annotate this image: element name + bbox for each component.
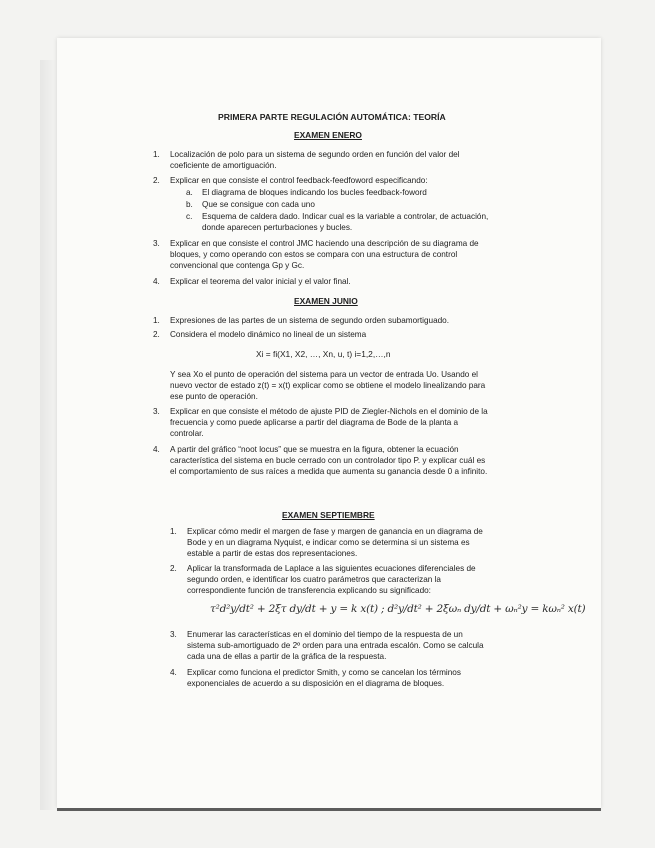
item-number: 3.	[153, 239, 160, 248]
item-text-line: convencional que contenga Gp y Gc.	[170, 261, 305, 270]
item-text-line: A partir del gráfico “noot locus” que se muestra en la figura, obtener la ecuación	[170, 445, 459, 454]
item-number: 4.	[153, 445, 160, 454]
item-text-line: característica del sistema en bucle cerrado con un controlador tipo P. y explicar cuál es	[170, 456, 486, 465]
item-number: 2.	[153, 176, 160, 185]
subitem-letter: b.	[186, 200, 193, 209]
item-text-line: coeficiente de amortiguación.	[170, 161, 277, 170]
item-text-line: segundo orden, e identificar los cuatro parámetros que caracterizan la	[187, 575, 441, 584]
item-text-line: Explicar el teorema del valor inicial y el valor final.	[170, 277, 351, 286]
item-number: 4.	[170, 668, 177, 677]
item-text-line: frecuencia y como puede aplicarse a partir del diagrama de Bode de la planta a	[170, 418, 459, 427]
item-text-line: bloques, y como operando con estos se compara con una estructura de control	[170, 250, 458, 259]
item-text-line: Y sea Xo el punto de operación del sistema para un vector de entrada Uo. Usando el	[170, 370, 478, 379]
item-text-line: estable a partir de estas dos representaciones.	[187, 549, 358, 558]
subitem-text-line: Que se consigue con cada uno	[202, 200, 315, 209]
item-text-line: el comportamiento de sus raíces a medida que aumenta su ganancia desde 0 a infinito.	[170, 467, 488, 476]
item-number: 3.	[153, 407, 160, 416]
section-heading-septiembre: EXAMEN SEPTIEMBRE	[282, 510, 375, 520]
item-number: 2.	[153, 330, 160, 339]
subitem-text-line: El diagrama de bloques indicando los bucles feedback-foword	[202, 188, 427, 197]
item-text-line: Explicar en que consiste el control feedback-feedfoword especificando:	[170, 176, 428, 185]
section-heading-enero: EXAMEN ENERO	[294, 130, 362, 140]
subitem-text-line: donde aparecen perturbaciones y bucles.	[202, 223, 353, 232]
item-number: 2.	[170, 564, 177, 573]
item-text-line: Considera el modelo dinámico no lineal de un sistema	[170, 330, 367, 339]
item-text-line: sistema sub-amortiguado de 2º orden para una entrada escalón. Como se calcula	[187, 641, 484, 650]
item-text-line: Explicar como funciona el predictor Smith, y como se cancelan los términos	[187, 668, 461, 677]
handwritten-equations: τ²d²y/dt² + 2ξτ dy/dt + y = k x(t) ; d²y/dt² + 2ξωₙ dy/dt + ωₙ²y = kωₙ² x(t)	[210, 603, 586, 615]
item-text-line: correspondiente función de transferencia explicando su significado:	[187, 586, 431, 595]
item-text-line: Aplicar la transformada de Laplace a las siguientes ecuaciones diferenciales de	[187, 564, 476, 573]
item-number: 1.	[153, 316, 160, 325]
item-text-line: Explicar en que consiste el control JMC haciendo una descripción de su diagrama de	[170, 239, 479, 248]
item-text-line: Explicar en que consiste el método de ajuste PID de Ziegler-Nichols en el dominio de la	[170, 407, 488, 416]
equation: Xi = fi(X1, X2, …, Xn, u, t) i=1,2,…,n	[256, 349, 391, 359]
item-text-line: Explicar cómo medir el margen de fase y margen de ganancia en un diagrama de	[187, 527, 483, 536]
item-number: 4.	[153, 277, 160, 286]
document-title: PRIMERA PARTE REGULACIÓN AUTOMÁTICA: TEORÍA	[218, 112, 446, 122]
item-text-line: Enumerar las características en el dominio del tiempo de la respuesta de un	[187, 630, 463, 639]
item-text-line: nuevo vector de estado z(t) = x(t) explicar como se obtiene el modelo linealizando para	[170, 381, 486, 390]
item-text-line: controlar.	[170, 429, 204, 438]
page-shadow	[40, 60, 57, 810]
item-text-line: Bode y en un diagrama Nyquist, e indicar como se determina si un sistema es	[187, 538, 470, 547]
subitem-letter: a.	[186, 188, 193, 197]
subitem-letter: c.	[186, 212, 193, 221]
item-text-line: Expresiones de las partes de un sistema de segundo orden subamortiguado.	[170, 316, 450, 325]
item-text-line: cada una de ellas a partir de la gráfica de la respuesta.	[187, 652, 387, 661]
item-number: 1.	[170, 527, 177, 536]
item-text-line: Localización de polo para un sistema de segundo orden en función del valor del	[170, 150, 460, 159]
item-number: 1.	[153, 150, 160, 159]
item-number: 3.	[170, 630, 177, 639]
subitem-text-line: Esquema de caldera dado. Indicar cual es la variable a controlar, de actuación,	[202, 212, 489, 221]
item-text-line: exponenciales de acuerdo a su disposición en el diagrama de bloques.	[187, 679, 445, 688]
section-heading-junio: EXAMEN JUNIO	[294, 296, 358, 306]
item-text-line: ese punto de operación.	[170, 392, 258, 401]
page-bottom-edge	[57, 808, 601, 811]
